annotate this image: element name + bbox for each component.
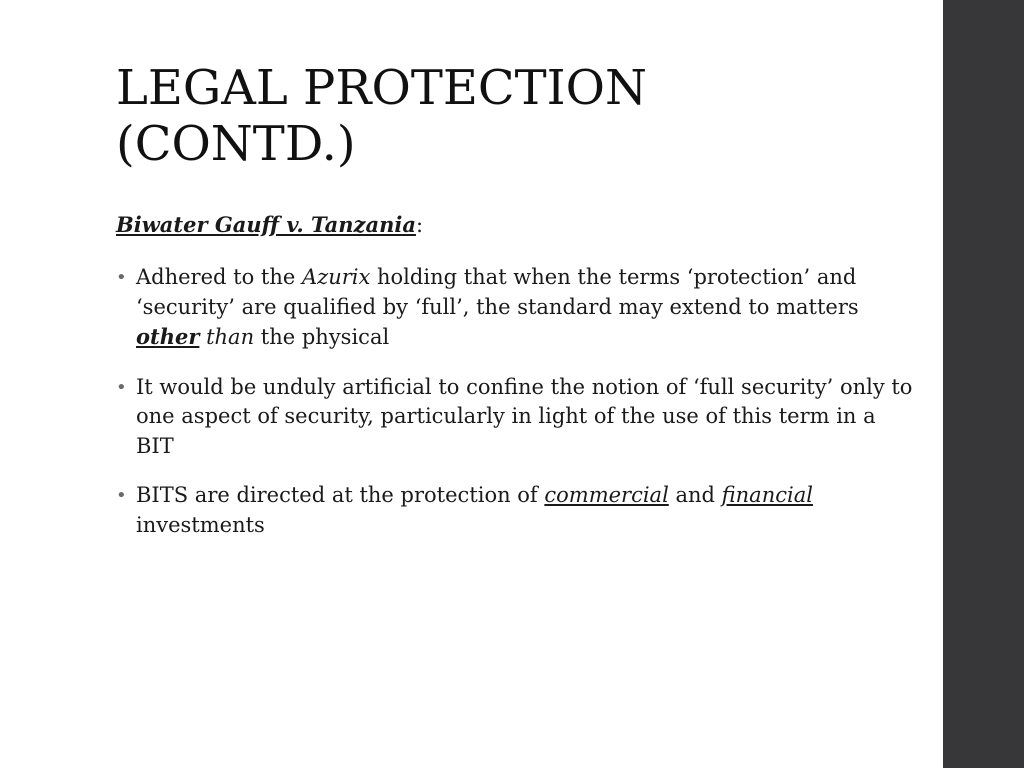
bullet-3-text-a: BITS are directed at the protection of [136, 483, 545, 507]
other-term: other [136, 324, 200, 349]
bullet-3-text-b: and [668, 483, 722, 507]
bullet-item [116, 373, 916, 462]
bullet-item [116, 481, 916, 540]
azurix-term: Azurix [301, 265, 371, 289]
slide-title [116, 60, 916, 172]
title-line-2: (CONTD.) [116, 116, 356, 172]
case-heading [116, 211, 423, 239]
bullet-icon: • [116, 485, 127, 506]
side-accent-bar [943, 0, 1024, 768]
bullet-icon: • [116, 376, 127, 398]
than-term: than [206, 325, 255, 349]
bullet-1-text-c: the physical [254, 325, 390, 349]
case-heading-colon: : [415, 213, 424, 237]
bullet-1-text-a: Adhered to the [136, 265, 302, 289]
financial-term: financial [721, 483, 813, 507]
bullet-1-text-b: holding that when the terms ‘protection’ and ‘security’ are qualified by ‘full’, the standard may extend to matters [136, 265, 859, 319]
commercial-term: commercial [544, 483, 669, 507]
case-name: Biwater Gauff v. Tanzania [116, 212, 416, 237]
bullet-icon: • [116, 267, 127, 288]
bullet-list [116, 263, 916, 560]
bullet-2-text: It would be unduly artificial to confine the notion of ‘full security’ only to one aspect of security, particularly in light of the use of this term in a BIT [136, 374, 913, 458]
title-line-1: LEGAL PROTECTION [116, 60, 647, 116]
bullet-3-text-c: investments [136, 512, 265, 537]
bullet-item [116, 263, 916, 353]
